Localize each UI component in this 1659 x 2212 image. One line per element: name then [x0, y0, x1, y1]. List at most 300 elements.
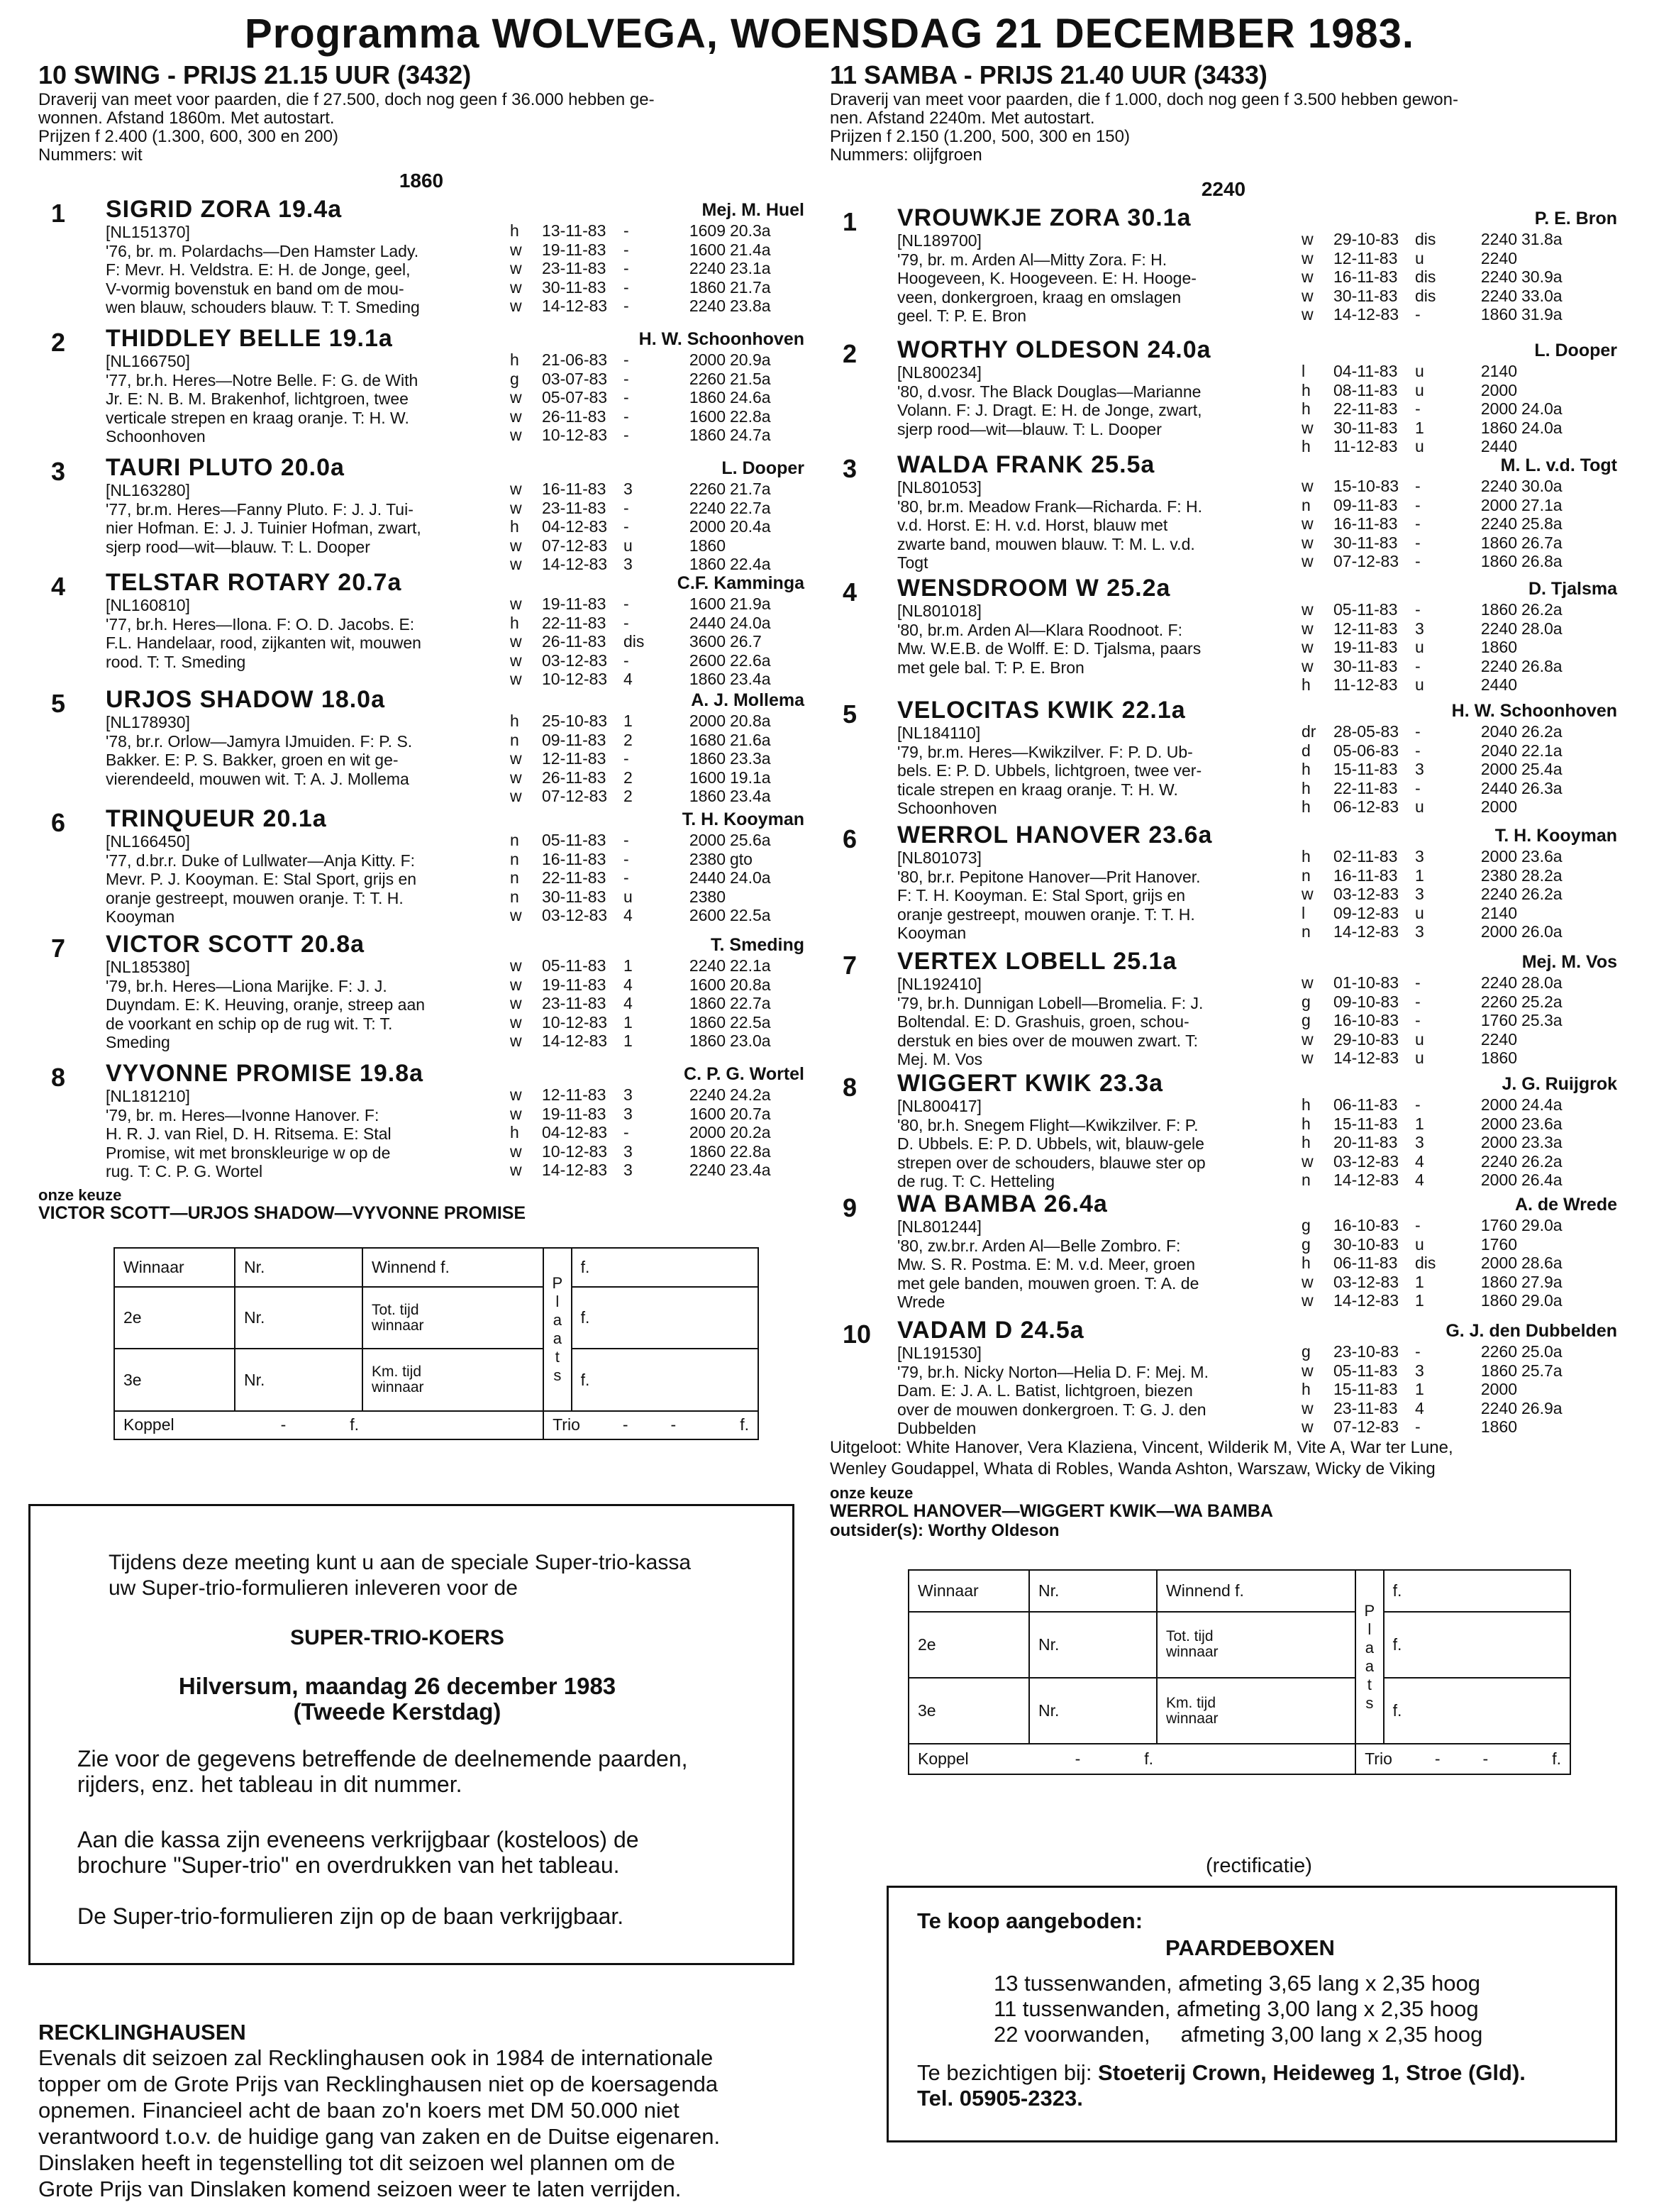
perf-cell: dis: [1415, 286, 1436, 305]
perf-cell: w: [1302, 248, 1314, 267]
koppel-cell: [909, 1744, 1355, 1774]
perf-cell: w: [1302, 600, 1314, 619]
horse-entry: [830, 203, 1617, 335]
performance-row: [510, 370, 808, 389]
perf-cell: h: [510, 350, 519, 369]
trio-dash: -: [1482, 1749, 1489, 1769]
bet-cell-nr: Nr.: [1029, 1612, 1157, 1678]
perf-cell: 25.6a: [730, 831, 771, 849]
performance-row: [1302, 267, 1599, 287]
performance-list: [1302, 600, 1599, 695]
info-line: F.L. Handelaar, rood, zijkanten wit, mouwen: [106, 634, 421, 652]
perf-cell: 2600: [689, 651, 726, 670]
perf-cell: 23.4a: [730, 1161, 771, 1179]
perf-cell: [648, 297, 677, 316]
horse-entry: [38, 929, 804, 1058]
perf-cell: 22.1a: [730, 956, 771, 975]
perf-cell: 3: [623, 555, 633, 573]
perf-cell: 2240: [1480, 973, 1517, 992]
perf-cell: 26.8a: [1521, 552, 1563, 570]
perf-cell: n: [510, 868, 519, 887]
horse-info: [897, 1344, 1323, 1438]
uitgeloot-line: Wenley Goudappel, Whata di Robles, Wanda Ashton, Warszaw, Wicky de Viking: [830, 1459, 1436, 1478]
bet-form: [113, 1247, 759, 1440]
performance-row: [1302, 1399, 1599, 1418]
promo-line: brochure "Super-trio" en overdrukken van het tableau.: [77, 1852, 620, 1878]
perf-cell: -: [623, 595, 629, 613]
horse-name: WIGGERT KWIK 23.3a: [897, 1070, 1164, 1097]
perf-cell: w: [1302, 418, 1314, 437]
perf-cell: 1600: [689, 240, 726, 259]
perf-cell: u: [1415, 797, 1424, 816]
perf-cell: 23.4a: [730, 670, 771, 688]
perf-cell: 04-11-83: [1333, 362, 1398, 380]
entry-number: 3: [51, 457, 66, 486]
perf-cell: 1860: [1480, 1049, 1517, 1067]
perf-cell: 14-12-83: [1333, 1049, 1399, 1067]
info-line: '79, br.h. Heres—Liona Marijke. F: J. J.: [106, 976, 387, 995]
perf-cell: 22.5a: [730, 906, 771, 924]
perf-cell: w: [1302, 1151, 1314, 1171]
perf-cell: 22.4a: [730, 555, 771, 573]
performance-row: [1302, 1273, 1599, 1292]
perf-cell: w: [510, 407, 522, 426]
perf-cell: [1440, 922, 1468, 941]
performance-row: [1302, 1291, 1599, 1310]
info-line: '79, br. m. Heres—Ivonne Hanover. F:: [106, 1105, 379, 1124]
perf-cell: [1440, 1235, 1468, 1254]
performance-row: [1302, 399, 1599, 419]
sale-item: 13 tussenwanden, afmeting 3,65 lang x 2,35 hoog: [994, 1971, 1480, 1996]
registration: [NL163280]: [106, 481, 190, 499]
perf-cell: [648, 480, 677, 499]
perf-cell: -: [1415, 992, 1421, 1011]
info-line: sjerp rood—wit—blauw. T: L. Dooper: [106, 537, 370, 556]
perf-cell: h: [1302, 675, 1311, 694]
horse-entry: [38, 804, 804, 929]
perf-cell: [1521, 1049, 1592, 1068]
perf-cell: [1440, 381, 1468, 400]
perf-cell: n: [510, 849, 519, 868]
perf-cell: 26.8a: [1521, 656, 1563, 675]
perf-cell: [1521, 1030, 1592, 1049]
perf-cell: 1: [1415, 866, 1424, 885]
performance-row: [1302, 533, 1599, 553]
performance-list: [1302, 1216, 1599, 1310]
perf-cell: [1440, 419, 1468, 438]
perf-cell: [1440, 638, 1468, 657]
performance-row: [1302, 619, 1599, 638]
performance-row: [510, 407, 808, 426]
perf-cell: h: [1302, 1254, 1311, 1272]
perf-cell: h: [1302, 1095, 1311, 1114]
time-label: winnaar: [372, 1379, 424, 1396]
driver-name: T. H. Kooyman: [682, 809, 804, 829]
article-title: RECKLINGHAUSEN: [38, 2020, 246, 2045]
performance-row: [1302, 362, 1599, 381]
perf-cell: 22-11-83: [542, 613, 606, 632]
perf-cell: 1760: [1480, 1234, 1517, 1254]
perf-cell: w: [1302, 656, 1314, 675]
registration: [NL800234]: [897, 363, 982, 382]
sale-tel: Tel. 05905-2323.: [917, 2086, 1083, 2111]
performance-row: [1302, 760, 1599, 779]
info-line: Togt: [897, 553, 928, 572]
sale-visit: [917, 2061, 1526, 2085]
performance-row: [1302, 657, 1599, 676]
info-line: v.d. Horst. E: H. v.d. Horst, blauw met: [897, 516, 1168, 534]
perf-cell: 21.6a: [730, 730, 771, 749]
registration: [NL801073]: [897, 848, 982, 867]
time-label: winnaar: [1166, 1644, 1219, 1661]
perf-cell: [1440, 722, 1468, 741]
perf-cell: g: [1302, 1011, 1311, 1029]
perf-cell: 2000: [1480, 399, 1517, 418]
perf-cell: 2000: [1480, 1133, 1517, 1151]
perf-cell: 4: [623, 975, 633, 994]
driver-name: T. Smeding: [711, 935, 804, 955]
perf-cell: 4: [1415, 1398, 1424, 1417]
plaats-letter: P: [552, 1273, 563, 1292]
plaats-letter: t: [555, 1347, 560, 1366]
performance-row: [510, 906, 808, 925]
perf-cell: 2000: [1480, 760, 1517, 778]
performance-row: [510, 1161, 808, 1180]
perf-cell: dis: [623, 632, 645, 651]
perf-cell: [648, 536, 677, 555]
perf-cell: h: [1302, 1133, 1311, 1151]
perf-cell: 30-11-83: [1333, 286, 1398, 305]
perf-cell: 15-11-83: [1333, 1114, 1398, 1133]
perf-cell: l: [1302, 903, 1306, 922]
perf-cell: w: [510, 1161, 522, 1179]
performance-row: [510, 426, 808, 445]
perf-cell: [1521, 638, 1592, 657]
info-line: '79, br.h. Nicky Norton—Helia D. F: Mej. M.: [897, 1362, 1209, 1381]
perf-cell: w: [510, 1085, 522, 1104]
perf-cell: 22.6a: [730, 651, 771, 670]
perf-cell: dr: [1302, 722, 1316, 741]
info-line: Smeding: [106, 1033, 170, 1051]
perf-cell: 16-11-83: [1333, 514, 1398, 533]
perf-cell: 2240: [1480, 514, 1517, 533]
perf-cell: w: [1302, 305, 1314, 323]
bet-cell-winnend: Winnend f.: [1157, 1570, 1355, 1612]
performance-row: [510, 787, 808, 806]
perf-cell: 14-12-83: [1333, 1171, 1399, 1189]
perf-cell: 26.0a: [1521, 922, 1563, 941]
perf-cell: 3: [1415, 1133, 1424, 1151]
perf-cell: u: [1415, 638, 1424, 656]
perf-cell: -: [623, 369, 629, 388]
perf-cell: -: [623, 498, 629, 517]
race-11-column: [830, 61, 1617, 1541]
driver-name: H. W. Schoonhoven: [638, 329, 804, 349]
perf-cell: 16-11-83: [1333, 267, 1398, 286]
perf-cell: [648, 221, 677, 240]
perf-cell: [1440, 973, 1468, 992]
perf-cell: [1440, 1273, 1468, 1292]
performance-row: [510, 614, 808, 633]
performance-row: [1302, 1095, 1599, 1115]
perf-cell: 2000: [689, 712, 726, 730]
horse-entry: [830, 695, 1617, 820]
performance-row: [510, 1013, 808, 1032]
promo-line: Aan die kassa zijn eveneens verkrijgbaar (kosteloos) de: [77, 1827, 639, 1852]
performance-row: [1302, 1235, 1599, 1254]
perf-cell: 1600: [689, 768, 726, 787]
perf-cell: 25.4a: [1521, 760, 1563, 778]
plaats-label: [543, 1248, 572, 1411]
perf-cell: 14-12-83: [1333, 305, 1399, 323]
perf-cell: dis: [1415, 230, 1436, 248]
perf-cell: 4: [1415, 1151, 1424, 1171]
trio-cell: [543, 1411, 758, 1439]
perf-cell: 1860: [689, 670, 726, 688]
horse-info: [897, 478, 1323, 573]
registration: [NL166750]: [106, 352, 190, 370]
perf-cell: 11-12-83: [1333, 675, 1398, 694]
plaats-letter: t: [1367, 1675, 1372, 1693]
perf-cell: w: [510, 480, 522, 498]
perf-cell: 1860: [689, 787, 726, 805]
driver-name: L. Dooper: [721, 458, 804, 478]
perf-cell: -: [623, 259, 629, 277]
registration: [NL192410]: [897, 975, 982, 993]
info-line: '77, br.h. Heres—Notre Belle. F: G. de With: [106, 370, 418, 389]
promo-line: uw Super-trio-formulieren inleveren voor de: [109, 1576, 518, 1600]
perf-cell: 1860: [1480, 533, 1517, 552]
perf-cell: -: [1415, 973, 1421, 992]
perf-cell: -: [1415, 305, 1421, 323]
entry-list: [830, 203, 1617, 1447]
perf-cell: [648, 1032, 677, 1051]
registration: [NL191530]: [897, 1344, 982, 1362]
horse-info: [897, 848, 1323, 943]
perf-cell: 1600: [689, 407, 726, 426]
horse-entry: [830, 1315, 1617, 1447]
promo-line: Zie voor de gegevens betreffende de deelnemende paarden,: [77, 1746, 688, 1771]
perf-cell: 22.8a: [730, 1141, 771, 1161]
perf-cell: 07-12-83: [1333, 1417, 1399, 1436]
keuze-label: onze keuze: [38, 1186, 122, 1204]
info-line: Boltendal. E: D. Grashuis, groen, schou-: [897, 1012, 1189, 1031]
perf-cell: [648, 712, 677, 731]
perf-cell: [1440, 1216, 1468, 1235]
info-line: '80, zw.br.r. Arden Al—Belle Zombro. F:: [897, 1236, 1181, 1255]
performance-row: [1302, 1254, 1599, 1273]
perf-cell: w: [510, 277, 522, 297]
horse-info: [897, 1097, 1323, 1191]
perf-cell: 2000: [1480, 1095, 1517, 1114]
perf-cell: n: [510, 730, 519, 749]
perf-cell: [1440, 362, 1468, 381]
perf-cell: 2140: [1480, 362, 1517, 380]
perf-cell: [1440, 1342, 1468, 1361]
perf-cell: 25.3a: [1521, 1011, 1563, 1029]
info-line: '79, br.h. Dunnigan Lobell—Bromelia. F: J.: [897, 993, 1204, 1012]
perf-cell: [648, 731, 677, 750]
visit-address: Stoeterij Crown, Heideweg 1, Stroe (Gld).: [1098, 2060, 1526, 2085]
perf-cell: 2140: [1480, 903, 1517, 922]
description-line: nen. Afstand 2240m. Met autostart.: [830, 109, 1095, 128]
perf-cell: 28-05-83: [1333, 722, 1399, 741]
perf-cell: 03-12-83: [1333, 885, 1399, 903]
horse-entry: [38, 323, 804, 453]
horse-name: URJOS SHADOW 18.0a: [106, 686, 385, 713]
perf-cell: 22.1a: [1521, 741, 1563, 760]
description-line: wonnen. Afstand 1860m. Met autostart.: [38, 109, 335, 128]
perf-cell: [730, 536, 801, 555]
perf-cell: 21.7a: [730, 277, 771, 297]
perf-cell: 2240: [1480, 619, 1517, 638]
perf-cell: [648, 370, 677, 389]
info-line: oranje gestreept, mouwen oranje. T: T. H.: [897, 905, 1195, 924]
perf-cell: 1860: [689, 536, 726, 555]
horse-entry: [38, 568, 804, 688]
perf-cell: [1440, 779, 1468, 798]
perf-cell: 1860: [1480, 1291, 1517, 1310]
perf-cell: [1440, 797, 1468, 817]
perf-cell: 29-10-83: [1333, 1029, 1399, 1049]
perf-cell: w: [510, 240, 522, 259]
page-title: Programma WOLVEGA, WOENSDAG 21 DECEMBER 1983.: [245, 11, 1414, 57]
perf-cell: 1: [1415, 1272, 1424, 1291]
perf-cell: [1440, 1399, 1468, 1418]
info-line: Hoogeveen, K. Hoogeveen. E: H. Hooge-: [897, 269, 1197, 287]
perf-cell: 07-12-83: [542, 536, 608, 555]
sale-head: Te koop aangeboden:: [917, 1908, 1143, 1933]
perf-cell: 1760: [1480, 1011, 1517, 1029]
perf-cell: [648, 350, 677, 370]
perf-cell: [648, 651, 677, 670]
performance-row: [1302, 638, 1599, 657]
perf-cell: h: [1302, 778, 1311, 797]
perf-cell: 24.6a: [730, 388, 771, 407]
perf-cell: 1: [1415, 1291, 1424, 1310]
perf-cell: h: [1302, 797, 1311, 816]
perf-cell: w: [510, 1032, 522, 1050]
performance-row: [510, 536, 808, 555]
info-line: vierendeeld, mouwen wit. T: A. J. Mollema: [106, 769, 409, 788]
performance-row: [1302, 552, 1599, 571]
performance-row: [510, 1123, 808, 1142]
perf-cell: 2240: [1480, 286, 1517, 305]
perf-cell: [1440, 477, 1468, 496]
description-line: Draverij van meet voor paarden, die f 1.000, doch nog geen f 3.500 hebben gewon-: [830, 90, 1458, 109]
horse-entry: [830, 820, 1617, 946]
perf-cell: 2600: [689, 906, 726, 924]
perf-cell: 2000: [1480, 1254, 1517, 1272]
perf-cell: w: [1302, 1272, 1314, 1291]
info-line: F: T. H. Kooyman. E: Stal Sport, grijs en: [897, 886, 1186, 905]
perf-cell: d: [1302, 741, 1311, 760]
perf-cell: 30-11-83: [1333, 418, 1398, 437]
perf-cell: 05-06-83: [1333, 741, 1399, 760]
perf-cell: 27.9a: [1521, 1272, 1563, 1291]
entry-number: 2: [843, 339, 858, 368]
entry-number: 8: [843, 1073, 858, 1102]
perf-cell: -: [623, 1123, 629, 1141]
perf-cell: n: [1302, 1171, 1311, 1189]
bet-row: [909, 1678, 1570, 1744]
perf-cell: 30-11-83: [1333, 533, 1398, 552]
perf-cell: 26.4a: [1521, 1171, 1563, 1189]
perf-cell: 1860: [689, 277, 726, 297]
perf-cell: w: [510, 787, 522, 805]
perf-cell: -: [1415, 741, 1421, 760]
performance-row: [1302, 477, 1599, 496]
registration: [NL801053]: [897, 478, 982, 497]
horse-name: VROUWKJE ZORA 30.1a: [897, 204, 1192, 231]
performance-list: [510, 350, 808, 445]
perf-cell: h: [1302, 380, 1311, 399]
perf-cell: -: [623, 407, 629, 426]
bet-cell-third: 3e: [114, 1349, 235, 1410]
perf-cell: w: [1302, 1398, 1314, 1417]
perf-cell: h: [1302, 1114, 1311, 1133]
perf-cell: -: [1415, 722, 1421, 741]
perf-cell: [1440, 675, 1468, 695]
driver-name: Mej. M. Huel: [701, 200, 804, 220]
perf-cell: w: [1302, 477, 1314, 495]
perf-cell: w: [510, 595, 522, 613]
perf-cell: 31.8a: [1521, 230, 1563, 248]
performance-row: [1302, 779, 1599, 798]
perf-cell: -: [623, 297, 629, 315]
perf-cell: 16-10-83: [1333, 1011, 1399, 1029]
perf-cell: 16-11-83: [1333, 866, 1398, 885]
race-header: 10 SWING - PRIJS 21.15 UUR (3432): [38, 60, 472, 89]
performance-list: [510, 712, 808, 806]
perf-cell: 2240: [1480, 1029, 1517, 1049]
perf-cell: 22.7a: [730, 994, 771, 1012]
perf-cell: 29.0a: [1521, 1291, 1563, 1310]
bet-cell-f: f.: [1384, 1678, 1570, 1744]
perf-cell: 23-11-83: [1333, 1398, 1398, 1417]
perf-cell: 26.2a: [1521, 1151, 1563, 1171]
perf-cell: 2440: [689, 868, 726, 887]
perf-cell: 2000: [1480, 847, 1517, 866]
perf-cell: 22-11-83: [1333, 399, 1398, 418]
perf-cell: w: [510, 388, 522, 407]
bet-cell-f: f.: [1384, 1612, 1570, 1678]
horse-info: [897, 724, 1323, 818]
perf-cell: 1860: [1480, 638, 1517, 656]
perf-cell: w: [510, 749, 522, 768]
performance-row: [510, 975, 808, 995]
performance-list: [510, 480, 808, 574]
perf-cell: 2000: [689, 517, 726, 536]
perf-cell: [1440, 267, 1468, 287]
perf-cell: 2240: [689, 1085, 726, 1104]
perf-cell: [648, 994, 677, 1013]
perf-cell: 25.0a: [1521, 1342, 1563, 1361]
perf-cell: 01-10-83: [1333, 973, 1399, 992]
perf-cell: w: [1302, 1291, 1314, 1310]
perf-cell: [648, 1142, 677, 1161]
perf-cell: 12-11-83: [542, 1085, 606, 1104]
perf-cell: [1440, 249, 1468, 268]
perf-cell: 20.2a: [730, 1123, 771, 1141]
perf-cell: 2260: [1480, 992, 1517, 1011]
entry-number: 1: [843, 207, 858, 236]
perf-cell: w: [1302, 619, 1314, 638]
perf-cell: 1: [623, 1012, 633, 1032]
perf-cell: 29.0a: [1521, 1216, 1563, 1234]
entry-number: 6: [843, 824, 858, 853]
perf-cell: [1521, 1417, 1592, 1437]
